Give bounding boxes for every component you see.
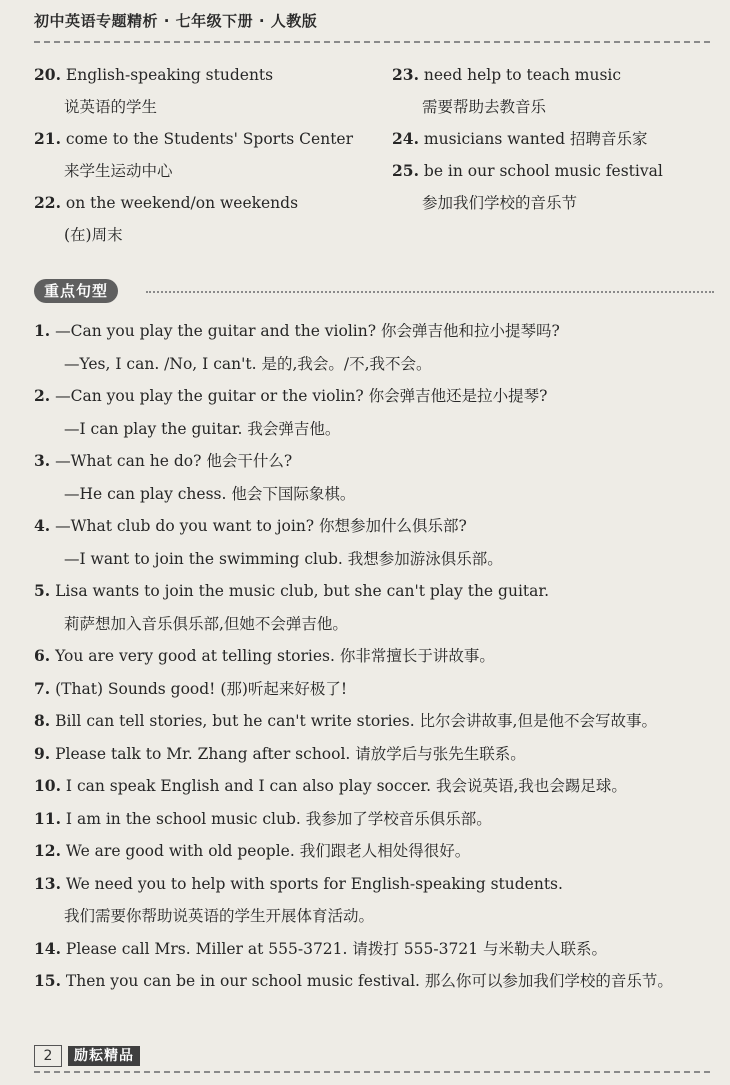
phrase-en: come to the Students' Sports Center	[65, 130, 354, 148]
vocab-item	[34, 62, 374, 126]
phrase-cn: (在)周末	[64, 226, 123, 244]
vocab-list-right	[392, 62, 712, 222]
item-number: 14.	[34, 938, 61, 958]
sentence-item	[34, 578, 720, 643]
sentence-text: We are good with old people. 我们跟老人相处得很好。	[65, 842, 471, 860]
sentence-item	[34, 448, 720, 513]
section-title: 重点句型	[34, 279, 118, 303]
sentence-item	[34, 676, 720, 709]
sentence-text: I can speak English and I can also play soccer. 我会说英语,我也会踢足球。	[65, 777, 627, 795]
item-number: 15.	[34, 971, 61, 990]
page-footer	[34, 1045, 140, 1067]
sentence-text: —What club do you want to join? 你想参加什么俱乐部?	[55, 517, 467, 535]
sentence-text: —Can you play the guitar or the violin? 你会弹吉他还是拉小提琴?	[55, 387, 548, 405]
vocab-item	[34, 126, 374, 190]
sentence-text: —Can you play the guitar and the violin? 你会弹吉他和拉小提琴吗?	[55, 322, 560, 340]
item-number: 4.	[34, 516, 51, 535]
sentence-text: Then you can be in our school music festival. 那么你可以参加我们学校的音乐节。	[65, 972, 673, 990]
item-number: 3.	[34, 451, 51, 470]
sentence-text: Please call Mrs. Miller at 555-3721. 请拨打 555-3721 与米勒夫人联系。	[65, 939, 608, 958]
item-number: 21.	[34, 129, 61, 148]
brand-logo: 励耘精品	[68, 1046, 140, 1066]
item-number: 24.	[392, 129, 419, 148]
sentence-item	[34, 936, 720, 969]
vocab-item	[34, 190, 374, 254]
sentence-text: I am in the school music club. 我参加了学校音乐俱乐部。	[65, 809, 492, 828]
item-number: 9.	[34, 743, 51, 763]
sentence-item	[34, 806, 720, 839]
sentence-item	[34, 513, 720, 578]
sentence-item	[34, 383, 720, 448]
phrase-en: need help to teach music	[423, 66, 622, 84]
vocab-list-left	[34, 62, 374, 254]
running-header: 初中英语专题精析 · 七年级下册 · 人教版	[34, 12, 318, 30]
sentence-text: Please talk to Mr. Zhang after school. 请放学后与张先生联系。	[55, 744, 526, 763]
item-number: 11.	[34, 808, 61, 828]
item-number: 10.	[34, 776, 61, 795]
footer-divider	[34, 1071, 710, 1073]
sentence-item	[34, 838, 720, 871]
phrase-cn: 参加我们学校的音乐节	[422, 194, 578, 212]
vocab-item	[392, 62, 712, 126]
item-number: 5.	[34, 581, 51, 600]
sentence-text: (That) Sounds good! (那)听起来好极了!	[55, 679, 348, 698]
sentence-item	[34, 968, 720, 1001]
sentence-text: You are very good at telling stories. 你非常擅长于讲故事。	[55, 647, 495, 665]
item-number: 6.	[34, 646, 51, 665]
item-number: 23.	[392, 65, 419, 84]
sentence-text: 我们需要你帮助说英语的学生开展体育活动。	[64, 907, 375, 925]
sentence-item	[34, 741, 720, 774]
sentence-text: —What can he do? 他会干什么?	[55, 452, 293, 470]
page-number: 2	[34, 1045, 62, 1067]
sentence-text: —I can play the guitar. 我会弹吉他。	[64, 419, 341, 438]
phrase-cn: 来学生运动中心	[64, 162, 173, 180]
phrase-en: musicians wanted 招聘音乐家	[423, 130, 648, 148]
sentence-item	[34, 871, 720, 936]
section-divider	[146, 291, 714, 293]
sentence-text: We need you to help with sports for English-speaking students.	[65, 874, 563, 893]
header-divider	[34, 41, 710, 43]
item-number: 12.	[34, 841, 61, 860]
vocab-item	[392, 126, 712, 158]
item-number: 13.	[34, 873, 61, 893]
item-number: 22.	[34, 193, 61, 212]
sentence-item	[34, 773, 720, 806]
phrase-cn: 说英语的学生	[64, 98, 158, 116]
section-header	[34, 279, 714, 305]
item-number: 2.	[34, 386, 51, 405]
phrase-cn: 需要帮助去教音乐	[422, 98, 547, 116]
sentence-item	[34, 318, 720, 383]
vocab-item	[392, 158, 712, 222]
phrase-en: be in our school music festival	[423, 162, 663, 180]
phrase-en: on the weekend/on weekends	[65, 194, 299, 212]
phrase-en: English-speaking students	[65, 66, 274, 84]
sentence-text: —He can play chess. 他会下国际象棋。	[64, 484, 356, 503]
sentence-text: —Yes, I can. /No, I can't. 是的,我会。/不,我不会。	[64, 354, 432, 373]
item-number: 20.	[34, 65, 61, 84]
sentence-text: Bill can tell stories, but he can't write stories. 比尔会讲故事,但是他不会写故事。	[55, 712, 657, 730]
sentence-text: Lisa wants to join the music club, but she can't play the guitar.	[55, 582, 549, 600]
sentence-item	[34, 708, 720, 741]
item-number: 7.	[34, 678, 51, 698]
item-number: 1.	[34, 321, 51, 340]
sentence-text: 莉萨想加入音乐俱乐部,但她不会弹吉他。	[64, 614, 348, 633]
sentence-text: —I want to join the swimming club. 我想参加游泳俱乐部。	[64, 549, 503, 568]
item-number: 25.	[392, 161, 419, 180]
item-number: 8.	[34, 711, 51, 730]
sentence-list	[34, 318, 720, 1001]
sentence-item	[34, 643, 720, 676]
